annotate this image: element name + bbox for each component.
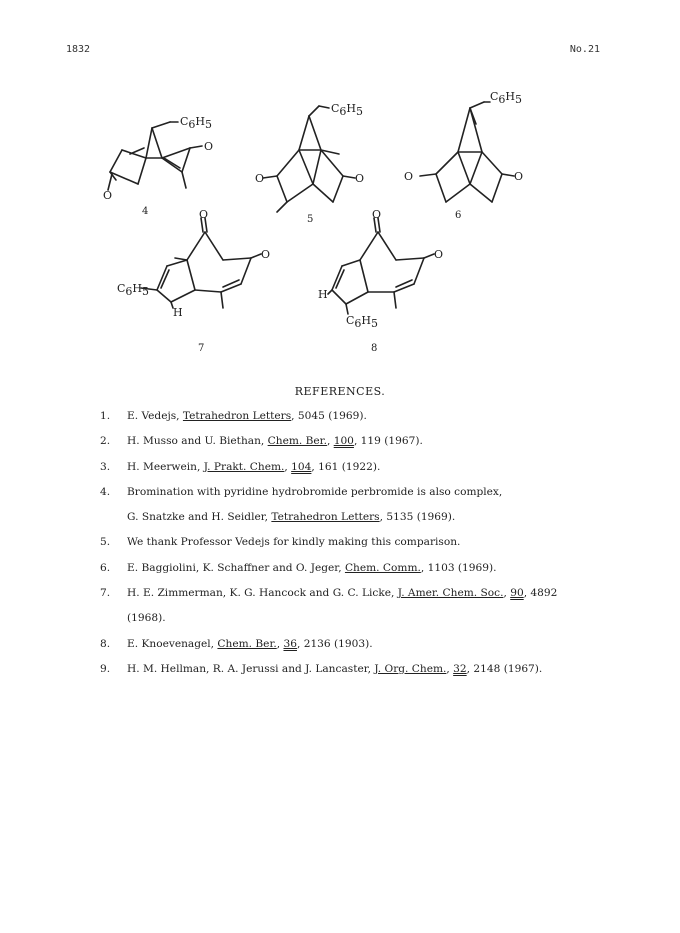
reference-fragment: , <box>446 662 454 675</box>
page-number: 1832 <box>66 44 91 55</box>
structure-6 <box>400 88 530 213</box>
journal-name: J. Prakt. Chem. <box>203 460 285 473</box>
reference-item <box>100 612 620 637</box>
reference-fragment: , 119 (1967). <box>353 435 423 448</box>
compound-number-7: 7 <box>198 343 205 354</box>
reference-fragment: , 4892 <box>523 587 558 600</box>
reference-item <box>100 562 620 587</box>
reference-fragment: , <box>276 637 284 650</box>
reference-fragment: , 5045 (1969). <box>291 410 367 422</box>
reference-item <box>100 461 620 486</box>
journal-name: J. Org. Chem. <box>374 662 447 675</box>
svg-text:O: O <box>404 170 414 183</box>
structure-7-h-label: H <box>173 306 183 319</box>
reference-number: 8. <box>100 637 111 650</box>
reference-fragment: , <box>284 460 292 473</box>
volume-number: 104 <box>291 460 312 473</box>
structure-8-h-label: H <box>318 288 328 301</box>
reference-fragment: (1968). <box>127 612 166 625</box>
compound-number-5: 5 <box>307 214 314 225</box>
compound-number-6: 6 <box>455 210 462 221</box>
reference-fragment: , 2136 (1903). <box>296 637 373 650</box>
reference-text <box>127 587 620 599</box>
reference-fragment: We thank Professor Vedejs for kindly making this comparison. <box>127 536 461 549</box>
reference-fragment: H. M. Hellman, R. A. Jerussi and J. Lancaster, <box>127 662 375 675</box>
reference-fragment: Bromination with pyridine hydrobromide perbromide is also complex, <box>127 485 503 498</box>
svg-text:O: O <box>372 208 382 221</box>
reference-number: 2. <box>100 435 111 448</box>
reference-number: 9. <box>100 662 111 675</box>
reference-item <box>100 511 620 536</box>
volume-number: 32 <box>453 662 467 675</box>
reference-text <box>127 612 620 624</box>
svg-text:O: O <box>103 189 113 202</box>
structure-4-substituent: C6H5 <box>180 115 213 131</box>
journal-name: Chem. Ber. <box>217 637 277 650</box>
svg-text:O: O <box>355 172 365 185</box>
structure-8 <box>318 210 478 330</box>
svg-text:O: O <box>255 172 265 185</box>
compound-number-8: 8 <box>371 343 378 354</box>
references-title: REFERENCES. <box>294 385 386 398</box>
volume-number: 36 <box>283 637 297 650</box>
structure-4 <box>100 108 230 208</box>
structure-7 <box>115 210 275 320</box>
reference-text <box>127 461 620 473</box>
reference-fragment: , 1103 (1969). <box>420 561 497 574</box>
compound-number-4: 4 <box>142 206 149 217</box>
reference-text <box>127 410 620 422</box>
structure-7-substituent: C6H5 <box>117 282 150 298</box>
reference-item <box>100 638 620 663</box>
reference-number: 7. <box>100 587 111 600</box>
volume-number: 100 <box>333 435 354 448</box>
svg-text:O: O <box>261 248 271 261</box>
svg-text:O: O <box>434 248 444 261</box>
volume-number: 90 <box>510 587 524 600</box>
reference-number: 6. <box>100 561 111 574</box>
reference-text <box>127 486 620 498</box>
svg-text:O: O <box>204 140 214 153</box>
reference-number: 4. <box>100 485 111 498</box>
journal-name: J. Amer. Chem. Soc. <box>397 587 504 600</box>
journal-name: Chem. Ber. <box>267 435 327 448</box>
reference-fragment: , 2148 (1967). <box>466 662 543 675</box>
reference-fragment: E. Baggiolini, K. Schaffner and O. Jeger, <box>127 561 345 574</box>
journal-name: Tetrahedron Letters <box>182 410 292 422</box>
svg-text:O: O <box>514 170 524 183</box>
reference-fragment: , <box>503 587 511 600</box>
structure-5-substituent: C6H5 <box>331 102 364 118</box>
reference-item <box>100 536 620 561</box>
reference-fragment: , <box>326 435 334 448</box>
reference-text <box>127 663 620 675</box>
svg-text:O: O <box>199 208 209 221</box>
issue-number: No.21 <box>569 44 600 55</box>
reference-fragment: H. E. Zimmerman, K. G. Hancock and G. C. Licke, <box>127 587 398 600</box>
reference-text <box>127 435 620 447</box>
reference-fragment: , 161 (1922). <box>311 460 381 473</box>
structure-8-substituent: C6H5 <box>346 314 379 330</box>
reference-fragment: , 5135 (1969). <box>379 511 456 524</box>
reference-text <box>127 536 620 548</box>
reference-item <box>100 663 620 688</box>
reference-item <box>100 486 620 511</box>
reference-text <box>127 562 620 574</box>
reference-number: 3. <box>100 460 111 473</box>
reference-number: 1. <box>100 410 111 422</box>
structure-6-substituent: C6H5 <box>490 90 523 106</box>
reference-number: 5. <box>100 536 111 549</box>
reference-fragment: H. Musso and U. Biethan, <box>127 435 268 448</box>
reference-text <box>127 511 620 523</box>
reference-fragment: E. Vedejs, <box>127 410 183 422</box>
reference-item <box>100 410 620 435</box>
reference-item <box>100 435 620 460</box>
journal-name: Chem. Comm. <box>344 561 421 574</box>
reference-fragment: E. Knoevenagel, <box>127 637 218 650</box>
structure-5 <box>255 98 375 220</box>
reference-text <box>127 638 620 650</box>
references-list <box>100 410 620 688</box>
reference-fragment: H. Meerwein, <box>127 460 204 473</box>
journal-name: Tetrahedron Letters <box>271 511 380 524</box>
reference-fragment: G. Snatzke and H. Seidler, <box>127 511 272 524</box>
reference-item <box>100 587 620 612</box>
